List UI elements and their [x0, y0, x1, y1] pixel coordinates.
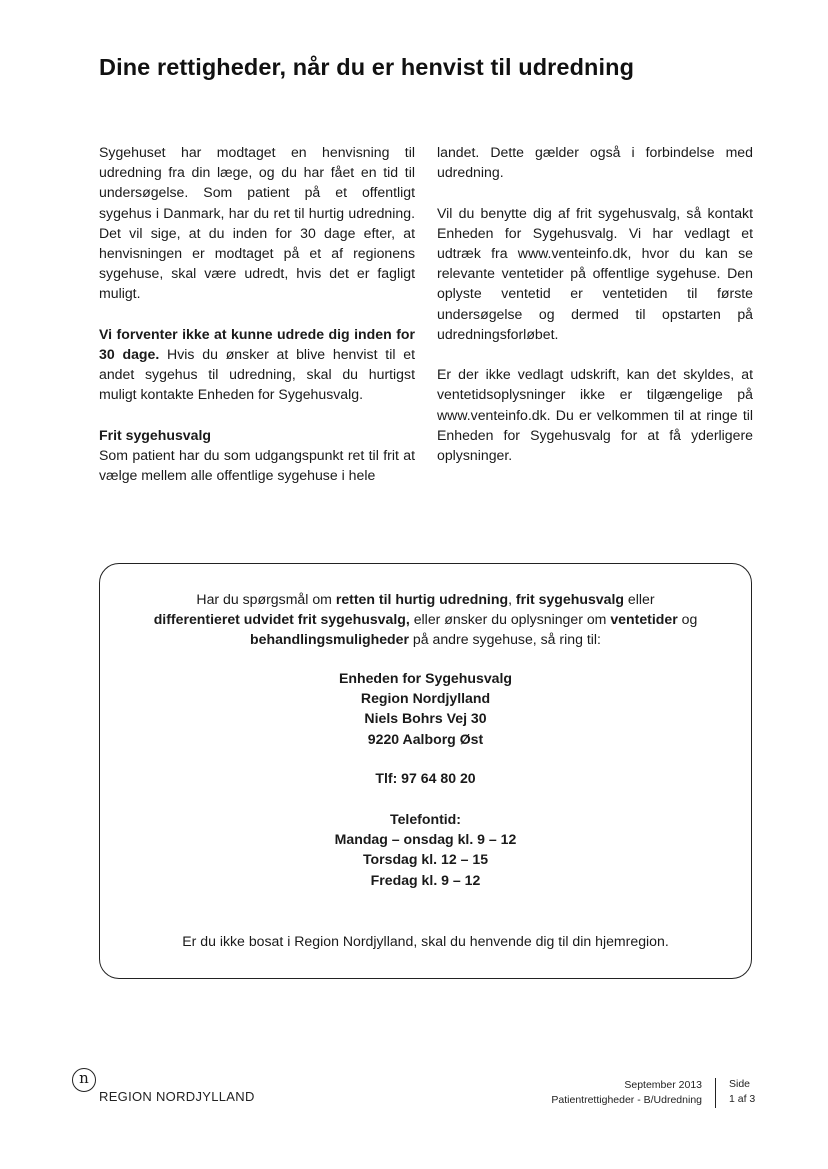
- address-line: Niels Bohrs Vej 30: [364, 710, 487, 727]
- hours-line: Mandag – onsdag kl. 9 – 12: [334, 831, 517, 848]
- intro-bold: retten til hurtig udredning: [335, 591, 509, 607]
- free-choice-text: Som patient har du som udgangspunkt ret til frit at vælge mellem alle offentlige sygehuse i hele: [99, 447, 415, 484]
- contact-address: [100, 668, 751, 749]
- subheading-free-choice: Frit sygehusvalg: [99, 426, 211, 443]
- expectation-text: Hvis du ønsker at blive henvist til et andet sygehus til udredning, skal du hurtigst muligt kontakte Enheden for Sygehusvalg.: [99, 346, 416, 403]
- footer-divider: [715, 1078, 716, 1108]
- address-line: Enheden for Sygehusvalg: [338, 670, 513, 686]
- expectation-bold: Vi forventer ikke at kunne udrede dig inden for 30 dage.: [99, 325, 415, 363]
- intro-text: ,: [508, 591, 516, 607]
- paragraph-contact: Vil du benytte dig af frit sygehusvalg, så kontakt Enheden for Sygehusvalg. Vi har vedlagt et udtræk fra www.venteinfo.dk, hvor du kan se relevante ventetider på offentlige sygehuse. Den oplyste ventetid er ventetiden til første undersøgelse og dermed til opstarten på udredningsforløbet.: [437, 204, 753, 342]
- paragraph-no-printout: Er der ikke vedlagt udskrift, kan det skyldes, at ventetidsoplysninger ikke er tilgængelige på www.venteinfo.dk. Du er velkommen til at ringe til Enheden for Sygehusvalg for at få yderligere oplysninger.: [437, 366, 753, 464]
- footer-doc-ref: Patientrettigheder - B/Udredning: [551, 1093, 702, 1106]
- phone-hours: [100, 809, 751, 890]
- footer-doc-info: [551, 1078, 702, 1107]
- hours-line: Torsdag kl. 12 – 15: [362, 851, 489, 868]
- paragraph-referral: Sygehuset har modtaget en henvisning til udredning fra din læge, og du har fået en tid til undersøgelse. Som patient på et offentligt sygehus i Danmark, har du ret til hurtig udredning. Det vil sige, at du inden for 30 dage efter, at henvisningen er modtaget på et af regionens sygehuse, skal være udredt, hvis det er fagligt muligt.: [99, 144, 415, 302]
- intro-bold: behandlingsmuligheder: [250, 631, 409, 648]
- intro-text: og: [677, 611, 698, 628]
- info-intro: [100, 589, 751, 650]
- intro-text: eller ønsker du oplysninger om: [409, 611, 611, 628]
- right-column: [437, 142, 753, 485]
- paragraph-free-choice: [99, 425, 415, 486]
- paragraph-expectation: [99, 324, 415, 405]
- left-column: [99, 142, 415, 506]
- page-number: 1 af 3: [729, 1092, 756, 1105]
- intro-text: på andre sygehuse, så ring til:: [409, 631, 601, 648]
- intro-text: Har du spørgsmål om: [196, 591, 336, 607]
- contact-phone: Tlf: 97 64 80 20: [375, 770, 476, 786]
- page-title: Dine rettigheder, når du er henvist til udredning: [99, 54, 635, 80]
- region-logo-icon: n: [72, 1068, 96, 1092]
- paragraph-country: landet. Dette gælder også i forbindelse med udredning.: [437, 144, 753, 181]
- hours-line: Fredag kl. 9 – 12: [370, 871, 481, 888]
- address-line: 9220 Aalborg Øst: [367, 730, 484, 747]
- intro-bold: differentieret udvidet frit sygehusvalg,: [153, 611, 410, 628]
- footer-page-info: [729, 1077, 755, 1106]
- intro-bold: frit sygehusvalg: [515, 591, 625, 607]
- closing-note: Er du ikke bosat i Region Nordjylland, skal du henvende dig til din hjemregion.: [182, 933, 669, 949]
- hours-line: Telefontid:: [390, 811, 461, 827]
- region-logo-text: REGION NORDJYLLAND: [99, 1089, 255, 1104]
- page-label: Side: [729, 1078, 751, 1090]
- intro-text: eller: [624, 591, 655, 607]
- footer-date: September 2013: [624, 1079, 702, 1091]
- address-line: Region Nordjylland: [360, 690, 491, 707]
- info-box: [99, 563, 752, 979]
- intro-bold: ventetider: [610, 611, 678, 628]
